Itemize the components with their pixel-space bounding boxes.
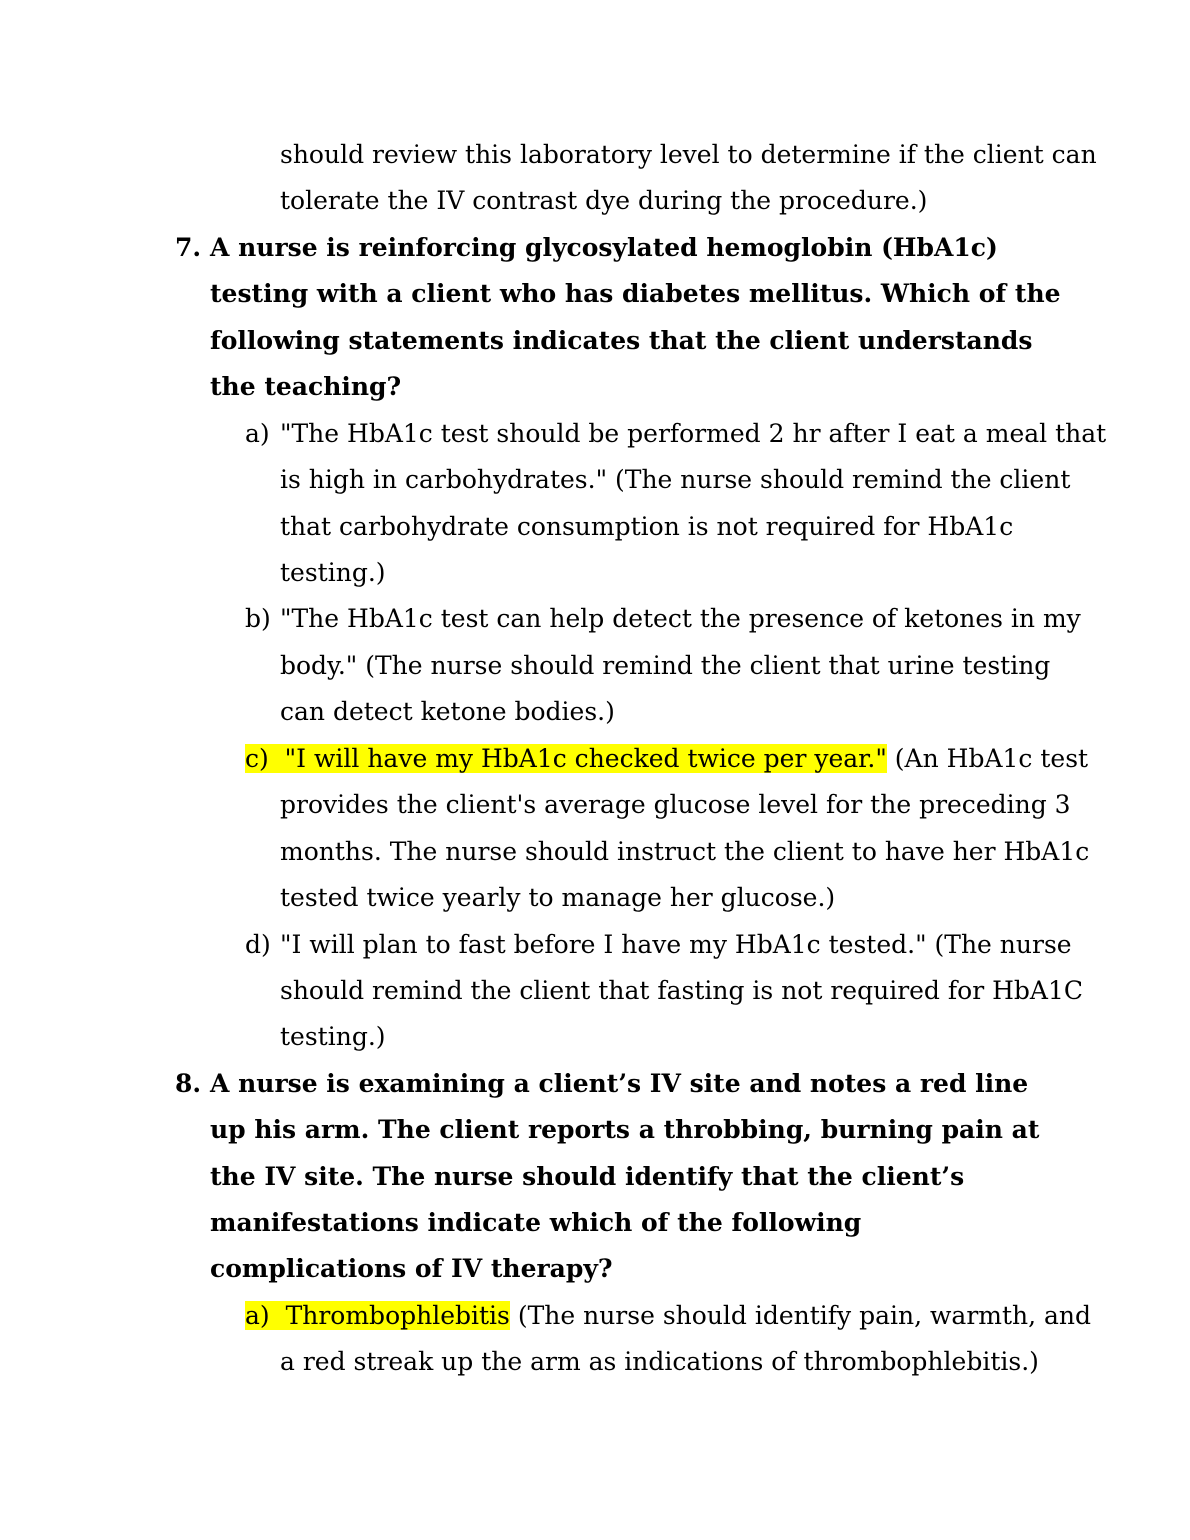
q7-option-d-text: testing.) — [280, 1022, 386, 1051]
q7-option-c-rationale-start: (An HbA1c test — [886, 744, 1089, 773]
option-letter: c) — [245, 744, 269, 773]
option-letter: b) — [245, 604, 271, 633]
option-letter: a) — [245, 419, 270, 448]
question-7-text: testing with a client who has diabetes mellitus. Which of the — [210, 279, 1061, 308]
question-8-text: complications of IV therapy? — [210, 1254, 613, 1283]
q8-option-a-rationale-start: (The nurse should identify pain, warmth, and — [509, 1301, 1092, 1330]
question-8-text: up his arm. The client reports a throbbing, burning pain at — [210, 1115, 1040, 1144]
question-7-text: the teaching? — [210, 372, 402, 401]
question-7-text: following statements indicates that the client understands — [210, 326, 1033, 355]
q8-option-a-first-line — [245, 1293, 1091, 1339]
q7-option-d-text: should remind the client that fasting is not required for HbA1C — [280, 976, 1083, 1005]
q7-option-a-text: that carbohydrate consumption is not required for HbA1c — [280, 512, 1014, 541]
q8-option-a-highlighted-text: Thrombophlebitis — [285, 1301, 510, 1330]
continuation-line: tolerate the IV contrast dye during the procedure.) — [280, 186, 928, 215]
q7-option-a-text: "The HbA1c test should be performed 2 hr after I eat a meal that — [280, 419, 1107, 448]
q7-option-d-text: "I will plan to fast before I have my HbA1c tested." (The nurse — [280, 930, 1072, 959]
q7-option-b-text: can detect ketone bodies.) — [280, 697, 615, 726]
correct-answer-highlight — [245, 1301, 510, 1330]
option-letter: d) — [245, 930, 271, 959]
question-7-number: 7. — [175, 233, 202, 262]
q7-option-a-text: testing.) — [280, 558, 386, 587]
q7-option-c-highlighted-text: "I will have my HbA1c checked twice per year." — [284, 744, 887, 773]
continuation-line: should review this laboratory level to determine if the client can — [280, 140, 1097, 169]
question-7-text: A nurse is reinforcing glycosylated hemoglobin (HbA1c) — [210, 233, 998, 262]
q7-option-c-text: tested twice yearly to manage her glucose.) — [280, 883, 836, 912]
correct-answer-highlight — [245, 744, 887, 773]
q7-option-c-first-line — [245, 736, 1088, 782]
q7-option-b-text: "The HbA1c test can help detect the presence of ketones in my — [280, 604, 1081, 633]
q7-option-c-text: months. The nurse should instruct the client to have her HbA1c — [280, 837, 1090, 866]
q7-option-a-text: is high in carbohydrates." (The nurse should remind the client — [280, 465, 1071, 494]
q7-option-b-text: body." (The nurse should remind the client that urine testing — [280, 651, 1051, 680]
question-8-text: A nurse is examining a client’s IV site and notes a red line — [210, 1069, 1029, 1098]
question-8-text: the IV site. The nurse should identify that the client’s — [210, 1162, 965, 1191]
option-letter: a) — [245, 1301, 270, 1330]
question-8-number: 8. — [175, 1069, 202, 1098]
q8-option-a-text: a red streak up the arm as indications of thrombophlebitis.) — [280, 1347, 1039, 1376]
question-8-text: manifestations indicate which of the following — [210, 1208, 862, 1237]
q7-option-c-text: provides the client's average glucose level for the preceding 3 — [280, 790, 1071, 819]
